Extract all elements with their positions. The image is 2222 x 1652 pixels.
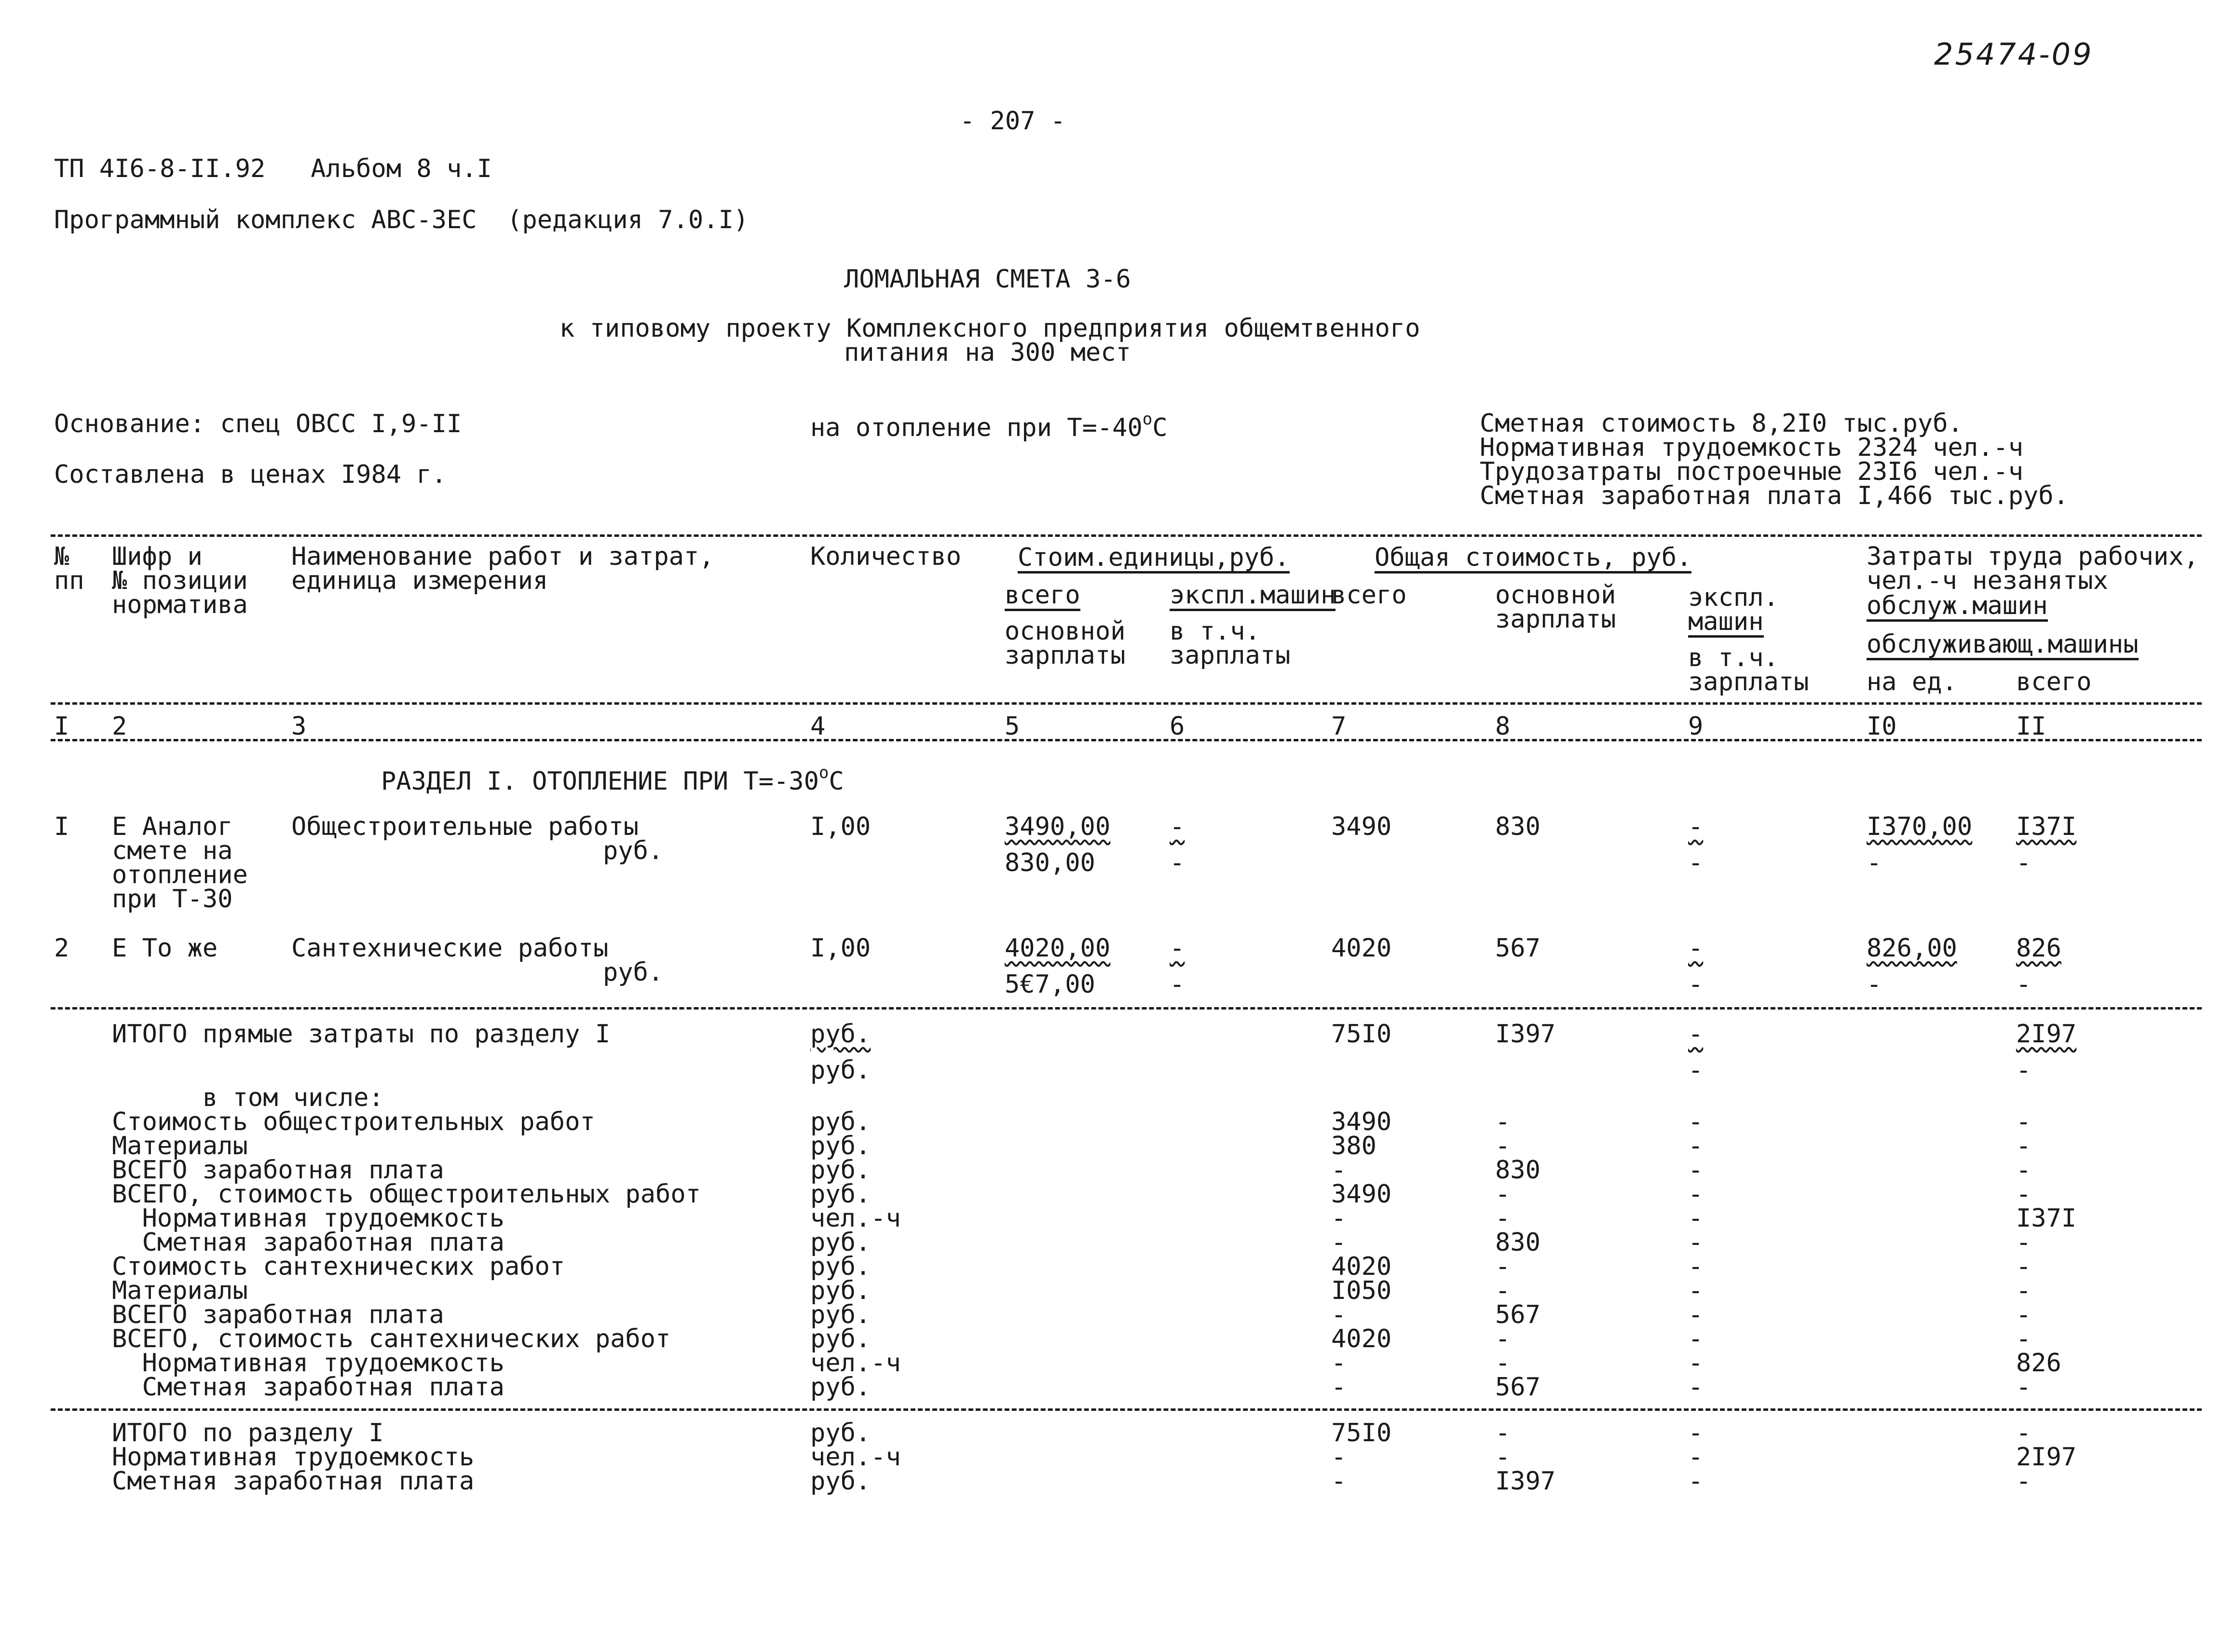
- totals-row-unit: руб.: [810, 1467, 871, 1496]
- row1-number: I: [54, 812, 69, 841]
- col9-header-bottom-line2: зарплаты: [1688, 668, 1809, 696]
- breakdown-row-unit: чел.-ч: [810, 1349, 901, 1378]
- col-number-5: 5: [1005, 712, 1020, 741]
- normative-labor: Нормативная трудоемкость 2324 чел.-ч: [1480, 433, 2024, 462]
- breakdown-row-label: Нормативная трудоемкость: [112, 1204, 504, 1233]
- construction-labor: Трудозатраты построечные 23I6 чел.-ч: [1480, 457, 2024, 486]
- totals-row-labor: -: [2016, 1419, 2031, 1447]
- row1-unit-wages: 830,00: [1005, 848, 1095, 877]
- totals-row-labor: -: [2016, 1467, 2031, 1496]
- totals-row-wages: I397: [1495, 1467, 1556, 1496]
- rule: [51, 1408, 2202, 1411]
- totals-row-labor: 2I97: [2016, 1443, 2077, 1472]
- estimated-wages: Сметная заработная плата I,466 тыс.руб.: [1480, 481, 2069, 510]
- totals-row-unit: чел.-ч: [810, 1443, 901, 1472]
- breakdown-row-total: 3490: [1331, 1180, 1392, 1209]
- breakdown-row-unit: руб.: [810, 1132, 871, 1160]
- totals-row-label: Сметная заработная плата: [112, 1467, 475, 1496]
- breakdown-row-total: -: [1331, 1204, 1347, 1233]
- col5-header-bottom-line1: основной: [1005, 617, 1126, 646]
- breakdown-row-wages: 830: [1495, 1156, 1540, 1185]
- breakdown-row-wages: 567: [1495, 1373, 1540, 1402]
- col-number-4: 4: [810, 712, 826, 741]
- breakdown-row-unit: руб.: [810, 1324, 871, 1353]
- row1-unit-machines: -: [1170, 812, 1185, 841]
- row1-code-line3: отопление: [112, 860, 248, 889]
- breakdown-row-labor: -: [2016, 1276, 2031, 1305]
- row1-code-line2: смете на: [112, 836, 233, 865]
- col3-header-line2: единица измерения: [291, 566, 548, 595]
- col1-header-line1: №: [54, 542, 69, 571]
- col9-header-bottom-line1: в т.ч.: [1688, 643, 1779, 672]
- breakdown-row-unit: руб.: [810, 1300, 871, 1329]
- col10-header: на ед.: [1867, 668, 1957, 696]
- row2-unit: руб.: [603, 958, 664, 987]
- row2-number: 2: [54, 934, 69, 963]
- col9-header-top-line2: машин: [1688, 609, 1764, 638]
- row1-labor-unit: I370,00: [1867, 812, 1973, 841]
- row1-labor-total-sub: -: [2016, 848, 2031, 877]
- breakdown-row-label: Стоимость общестроительных работ: [112, 1107, 595, 1136]
- col11-header: всего: [2016, 668, 2092, 696]
- breakdown-row-machines: -: [1688, 1156, 1704, 1185]
- col6-header-top: экспл.машин: [1170, 583, 1336, 611]
- breakdown-row-unit: руб.: [810, 1156, 871, 1185]
- breakdown-row-machines: -: [1688, 1276, 1704, 1305]
- row2-labor-unit-sub: -: [1867, 970, 1882, 999]
- breakdown-row-machines: -: [1688, 1132, 1704, 1160]
- direct-costs-machine-wages: -: [1688, 1056, 1704, 1085]
- col7-header: всего: [1331, 581, 1407, 610]
- breakdown-row-labor: -: [2016, 1180, 2031, 1209]
- col2-header-line1: Шифр и: [112, 542, 203, 571]
- row1-unit-machine-wages: -: [1170, 848, 1185, 877]
- breakdown-row-labor: -: [2016, 1156, 2031, 1185]
- breakdown-row-labor: I37I: [2016, 1204, 2077, 1233]
- breakdown-row-wages: -: [1495, 1349, 1511, 1378]
- breakdown-row-total: 4020: [1331, 1252, 1392, 1281]
- breakdown-row-labor: -: [2016, 1107, 2031, 1136]
- rule: [51, 702, 2202, 705]
- totals-row-unit: руб.: [810, 1419, 871, 1447]
- document-stamp: 25474-09: [1934, 37, 2094, 72]
- breakdown-row-machines: -: [1688, 1324, 1704, 1353]
- row2-machine-wages: -: [1688, 970, 1704, 999]
- basis: Основание: спец ОВСС I,9-II: [54, 410, 462, 438]
- row1-code-line4: при Т-30: [112, 885, 233, 914]
- row2-quantity: I,00: [810, 934, 871, 963]
- row1-name: Общестроительные работы: [291, 812, 639, 841]
- direct-costs-unit: руб.: [810, 1020, 871, 1049]
- rule: [51, 1007, 2202, 1010]
- rule: [51, 739, 2202, 741]
- page-number: - 207 -: [960, 107, 1066, 136]
- breakdown-row-label: ВСЕГО, стоимость сантехнических работ: [112, 1324, 671, 1353]
- row1-labor-total: I37I: [2016, 812, 2077, 841]
- breakdown-row-labor: 826: [2016, 1349, 2061, 1378]
- breakdown-row-labor: -: [2016, 1252, 2031, 1281]
- breakdown-row-total: -: [1331, 1373, 1347, 1402]
- row2-unit-wages: 5€7,00: [1005, 970, 1095, 999]
- breakdown-row-total: 380: [1331, 1132, 1377, 1160]
- row2-unit-total: 4020,00: [1005, 934, 1111, 963]
- col9-header-top-line1: экспл.: [1688, 583, 1779, 612]
- breakdown-row-total: 3490: [1331, 1107, 1392, 1136]
- breakdown-row-total: -: [1331, 1300, 1347, 1329]
- totals-row-wages: -: [1495, 1419, 1511, 1447]
- breakdown-row-total: -: [1331, 1228, 1347, 1257]
- totals-row-total: 75I0: [1331, 1419, 1392, 1447]
- breakdown-row-machines: -: [1688, 1349, 1704, 1378]
- col-number-1: I: [54, 712, 69, 741]
- row2-labor-unit: 826,00: [1867, 934, 1957, 963]
- breakdown-row-wages: -: [1495, 1324, 1511, 1353]
- breakdown-row-machines: -: [1688, 1228, 1704, 1257]
- col3-header-line1: Наименование работ и затрат,: [291, 542, 714, 571]
- direct-costs-wages: I397: [1495, 1020, 1556, 1049]
- breakdown-row-wages: -: [1495, 1180, 1511, 1209]
- row1-code-line1: Е Аналог: [112, 812, 233, 841]
- estimated-cost: Сметная стоимость 8,2I0 тыс.руб.: [1480, 409, 1963, 438]
- breakdown-row-total: I050: [1331, 1276, 1392, 1305]
- project-code: ТП 4I6-8-II.92 Альбом 8 ч.I: [54, 154, 492, 183]
- row1-wages: 830: [1495, 812, 1540, 841]
- col-number-3: 3: [291, 712, 307, 741]
- col-number-9: 9: [1688, 712, 1704, 741]
- col-number-7: 7: [1331, 712, 1347, 741]
- col-number-2: 2: [112, 712, 127, 741]
- col8-header-line1: основной: [1495, 581, 1616, 610]
- rule: [51, 534, 2202, 537]
- breakdown-row-wages: -: [1495, 1252, 1511, 1281]
- breakdown-row-total: -: [1331, 1349, 1347, 1378]
- labor-group-header-line1: Затраты труда рабочих,: [1867, 542, 2199, 571]
- row1-quantity: I,00: [810, 812, 871, 841]
- subtitle-line-1: к типовому проекту Комплексного предприятия общемтвенного: [559, 314, 1420, 343]
- breakdown-row-label: Материалы: [112, 1132, 248, 1160]
- heating-note: на отопление при $Т=-40^оС$: [810, 410, 1168, 442]
- row2-total: 4020: [1331, 934, 1392, 963]
- breakdown-row-wages: -: [1495, 1132, 1511, 1160]
- totals-row-total: -: [1331, 1443, 1347, 1472]
- breakdown-row-machines: -: [1688, 1204, 1704, 1233]
- labor-sub-header-1: обслуж.машин: [1867, 593, 2048, 622]
- totals-row-wages: -: [1495, 1443, 1511, 1472]
- labor-group-header-line2: чел.-ч незанятых: [1867, 566, 2108, 595]
- breakdown-row-wages: 830: [1495, 1228, 1540, 1257]
- col6-header-bottom-line1: в т.ч.: [1170, 617, 1260, 646]
- section-heading: РАЗДЕЛ I. ОТОПЛЕНИЕ ПРИ $Т=-30^оС$: [381, 763, 844, 796]
- breakdown-row-machines: -: [1688, 1107, 1704, 1136]
- row1-machines: -: [1688, 812, 1704, 841]
- col5-header-bottom-line2: зарплаты: [1005, 641, 1126, 670]
- col-number-10: I0: [1867, 712, 1897, 741]
- col-number-11: II: [2016, 712, 2046, 741]
- row2-labor-total: 826: [2016, 934, 2061, 963]
- breakdown-row-unit: руб.: [810, 1228, 871, 1257]
- row1-machine-wages: -: [1688, 848, 1704, 877]
- breakdown-row-label: Материалы: [112, 1276, 248, 1305]
- col6-header-bottom-line2: зарплаты: [1170, 641, 1291, 670]
- including-label: в том числе:: [203, 1083, 384, 1112]
- direct-costs-unit-2: руб.: [810, 1056, 871, 1085]
- breakdown-row-unit: руб.: [810, 1276, 871, 1305]
- breakdown-row-machines: -: [1688, 1300, 1704, 1329]
- breakdown-row-total: 4020: [1331, 1324, 1392, 1353]
- breakdown-row-machines: -: [1688, 1373, 1704, 1402]
- row2-wages: 567: [1495, 934, 1540, 963]
- breakdown-row-wages: -: [1495, 1107, 1511, 1136]
- row2-machines: -: [1688, 934, 1704, 963]
- breakdown-row-unit: руб.: [810, 1252, 871, 1281]
- breakdown-row-labor: -: [2016, 1373, 2031, 1402]
- subtitle-line-2: питания на 300 мест: [844, 338, 1131, 367]
- direct-costs-label: ИТОГО прямые затраты по разделу I: [112, 1020, 611, 1049]
- breakdown-row-label: Сметная заработная плата: [112, 1373, 504, 1402]
- document-title: ЛОМАЛЬНАЯ СМЕТА 3-6: [844, 265, 1131, 294]
- breakdown-row-unit: руб.: [810, 1180, 871, 1209]
- col2-header-line3: норматива: [112, 590, 248, 619]
- breakdown-row-wages: -: [1495, 1276, 1511, 1305]
- breakdown-row-label: Стоимость сантехнических работ: [112, 1252, 565, 1281]
- unit-cost-group-header: Стоим.единицы,руб.: [1018, 545, 1290, 573]
- row1-labor-unit-sub: -: [1867, 848, 1882, 877]
- total-cost-group-header: Общая стоимость, руб.: [1375, 545, 1691, 573]
- col-number-6: 6: [1170, 712, 1185, 741]
- breakdown-row-label: ВСЕГО, стоимость общестроительных работ: [112, 1180, 701, 1209]
- totals-row-machines: -: [1688, 1443, 1704, 1472]
- col4-header: Количество: [810, 542, 962, 571]
- breakdown-row-unit: руб.: [810, 1107, 871, 1136]
- direct-costs-machines: -: [1688, 1020, 1704, 1049]
- row2-labor-total-sub: -: [2016, 970, 2031, 999]
- direct-costs-labor-sub: -: [2016, 1056, 2031, 1085]
- row1-total: 3490: [1331, 812, 1392, 841]
- breakdown-row-machines: -: [1688, 1252, 1704, 1281]
- col-number-8: 8: [1495, 712, 1511, 741]
- breakdown-row-wages: -: [1495, 1204, 1511, 1233]
- breakdown-row-label: Сметная заработная плата: [112, 1228, 504, 1257]
- price-base: Составлена в ценах I984 г.: [54, 460, 447, 489]
- row1-unit-total: 3490,00: [1005, 812, 1111, 841]
- col5-header-top: всего: [1005, 583, 1080, 611]
- totals-row-label: ИТОГО по разделу I: [112, 1419, 384, 1447]
- row2-unit-machine-wages: -: [1170, 970, 1185, 999]
- breakdown-row-total: -: [1331, 1156, 1347, 1185]
- totals-row-label: Нормативная трудоемкость: [112, 1443, 475, 1472]
- col1-header-line2: пп: [54, 566, 84, 595]
- breakdown-row-wages: 567: [1495, 1300, 1540, 1329]
- breakdown-row-label: ВСЕГО заработная плата: [112, 1156, 444, 1185]
- software-line: Программный комплекс АВС-ЗЕС (редакция 7.0.I): [54, 205, 749, 234]
- col2-header-line2: № позиции: [112, 566, 248, 595]
- totals-row-machines: -: [1688, 1419, 1704, 1447]
- totals-row-total: -: [1331, 1467, 1347, 1496]
- breakdown-row-labor: -: [2016, 1228, 2031, 1257]
- direct-costs-total: 75I0: [1331, 1020, 1392, 1049]
- breakdown-row-unit: руб.: [810, 1373, 871, 1402]
- row2-unit-machines: -: [1170, 934, 1185, 963]
- totals-row-machines: -: [1688, 1467, 1704, 1496]
- col8-header-line2: зарплаты: [1495, 605, 1616, 634]
- labor-sub-header-2: обслуживающ.машины: [1867, 632, 2139, 660]
- breakdown-row-labor: -: [2016, 1324, 2031, 1353]
- breakdown-row-labor: -: [2016, 1132, 2031, 1160]
- breakdown-row-label: ВСЕГО заработная плата: [112, 1300, 444, 1329]
- breakdown-row-machines: -: [1688, 1180, 1704, 1209]
- row1-unit: руб.: [603, 836, 664, 865]
- direct-costs-labor: 2I97: [2016, 1020, 2077, 1049]
- breakdown-row-label: Нормативная трудоемкость: [112, 1349, 504, 1378]
- breakdown-row-labor: -: [2016, 1300, 2031, 1329]
- breakdown-row-unit: чел.-ч: [810, 1204, 901, 1233]
- row2-name: Сантехнические работы: [291, 934, 609, 963]
- row2-code: Е То же: [112, 934, 218, 963]
